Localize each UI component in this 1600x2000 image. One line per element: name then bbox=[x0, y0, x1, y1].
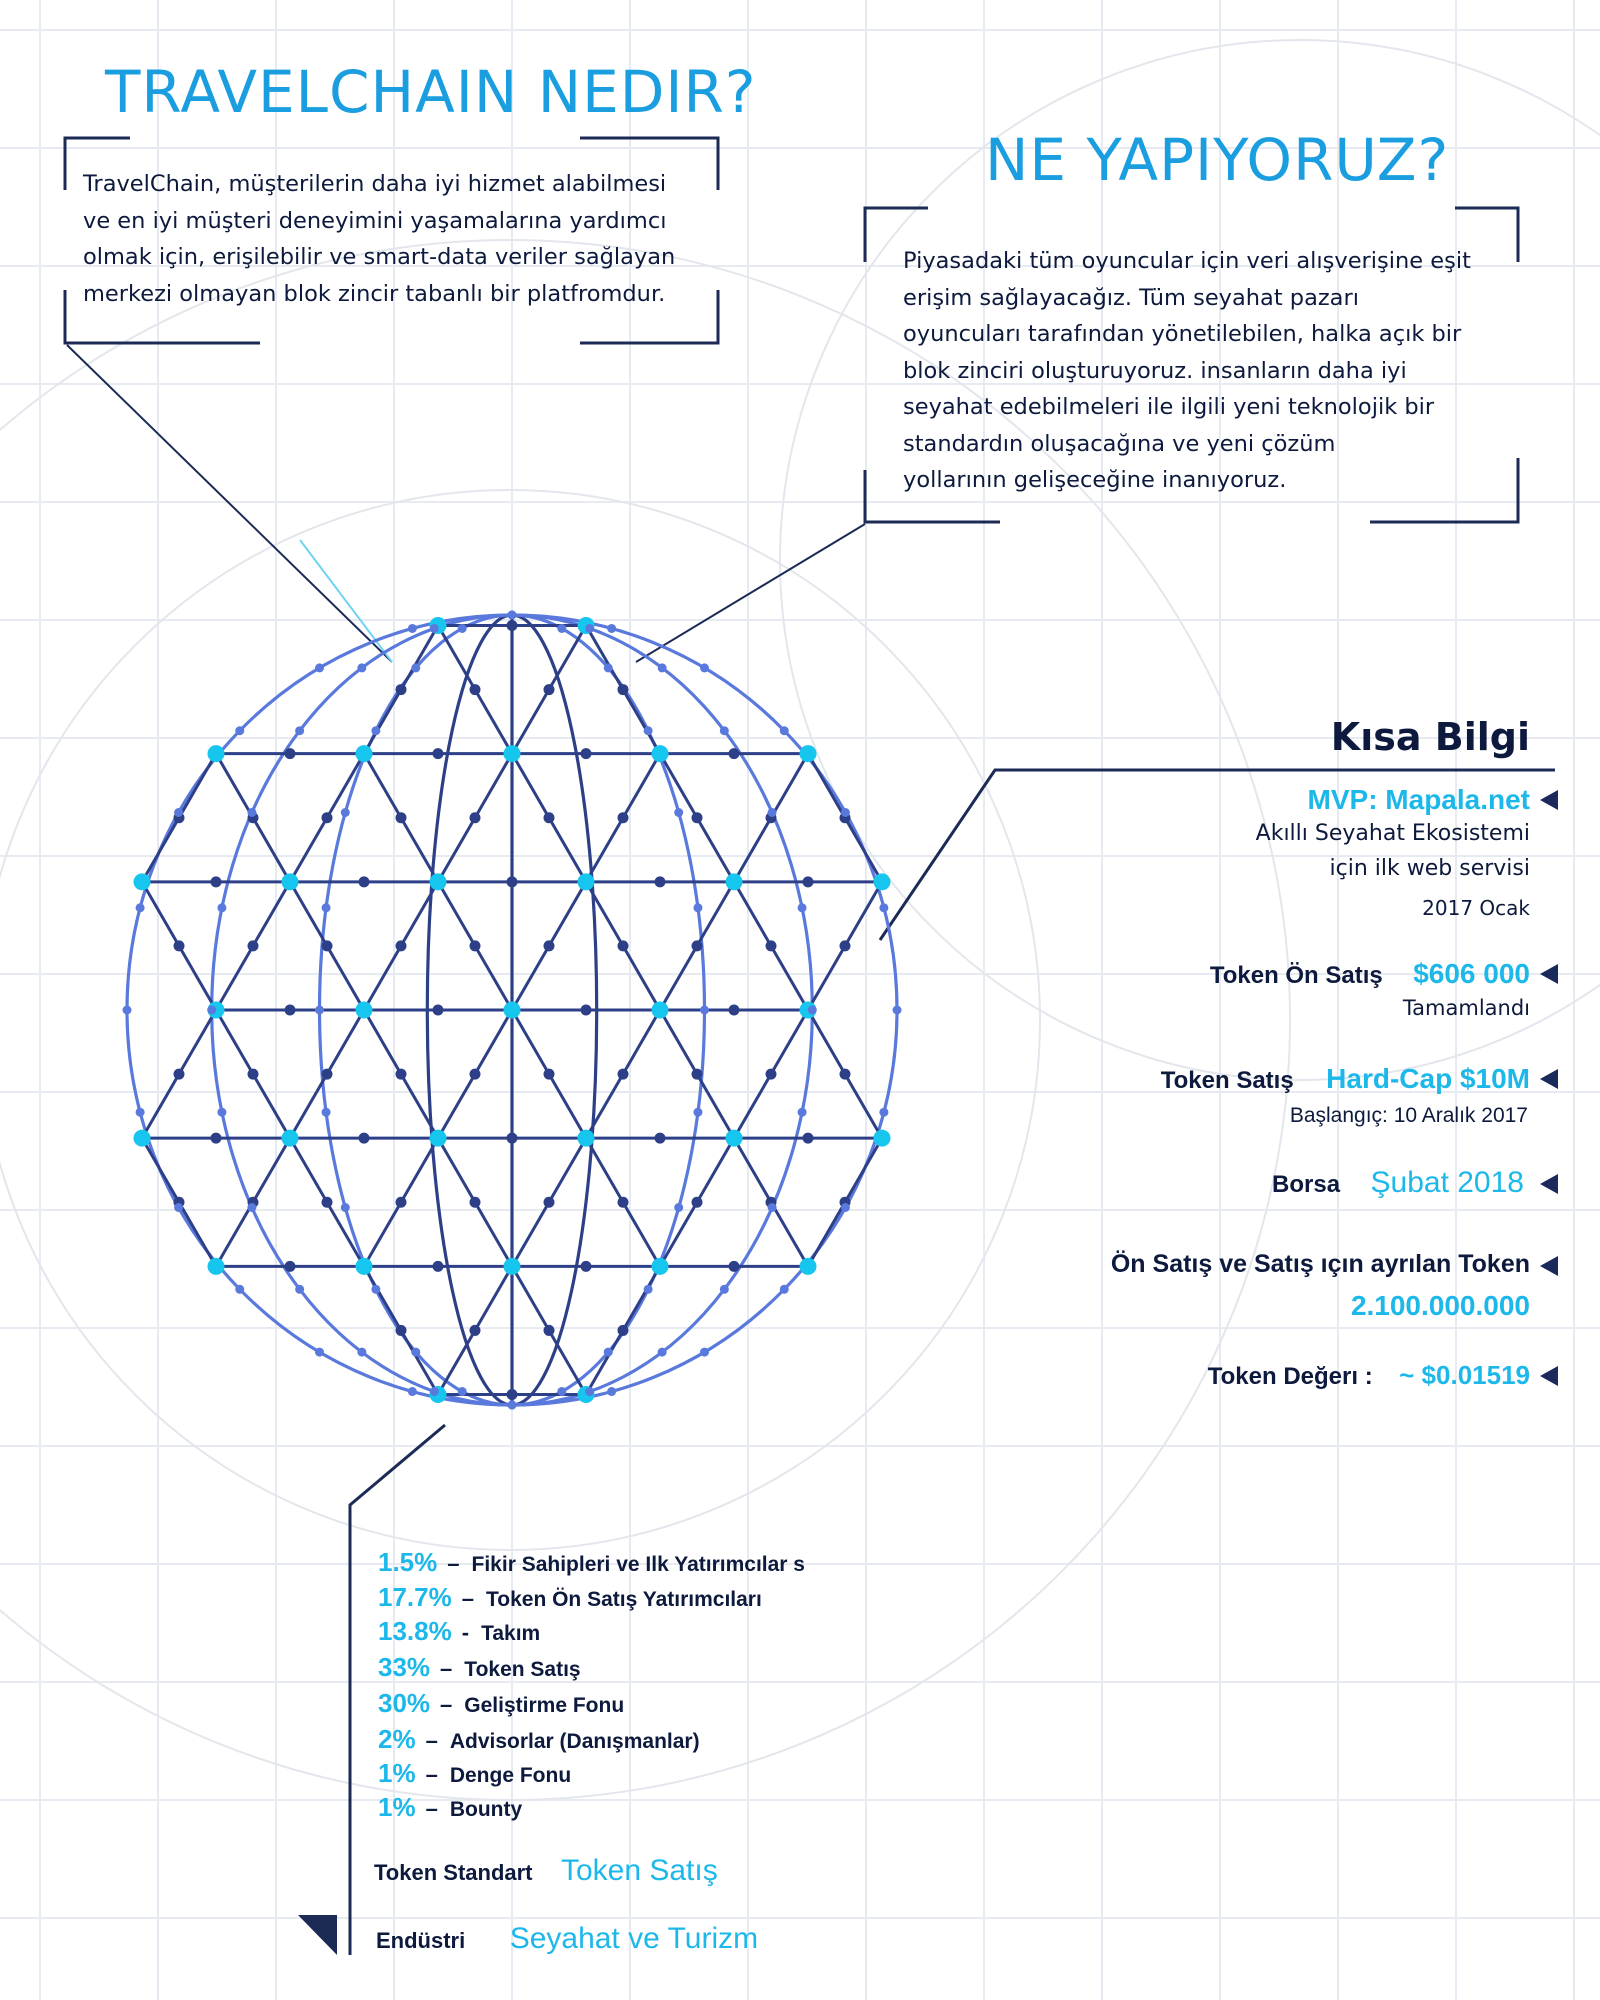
price-row bbox=[1208, 1360, 1530, 1391]
what-title: TRAVELCHAIN NEDIR? bbox=[105, 58, 757, 126]
exchange-row bbox=[1272, 1166, 1524, 1200]
distribution-dash: – bbox=[461, 1586, 474, 1611]
distribution-dash: – bbox=[447, 1551, 460, 1576]
distribution-row bbox=[378, 1650, 581, 1684]
distribution-row bbox=[378, 1790, 522, 1824]
price-label: Token Değerı : bbox=[1207, 1363, 1373, 1390]
corner-triangle-icon bbox=[298, 1915, 337, 1955]
distribution-label: Fikir Sahipleri ve Ilk Yatırımcılar s bbox=[471, 1553, 805, 1576]
distribution-dash: – bbox=[425, 1762, 438, 1787]
token-standard-value: Token Satış bbox=[560, 1854, 718, 1887]
sale-value: Hard-Cap $10M bbox=[1326, 1063, 1530, 1094]
left-triangle-icon bbox=[1538, 962, 1560, 986]
sale-start: Başlangıç: 10 Aralık 2017 bbox=[1289, 1104, 1528, 1127]
distribution-dash: – bbox=[440, 1692, 453, 1717]
distribution-dash: - bbox=[461, 1620, 470, 1645]
distribution-label: Token Satış bbox=[464, 1658, 581, 1681]
distribution-row bbox=[378, 1580, 762, 1614]
presale-label: Token Ön Satış bbox=[1209, 962, 1383, 989]
allocated-label: Ön Satış ve Satış ıçın ayrılan Token bbox=[1110, 1250, 1530, 1278]
do-line-4: blok zinciri oluşturuyoruz. insanların daha iyi bbox=[903, 357, 1407, 384]
do-line-5: seyahat edebilmeleri ile ilgili yeni teknolojik bir bbox=[903, 394, 1435, 420]
exchange-value: Şubat 2018 bbox=[1370, 1166, 1524, 1199]
what-line-3: olmak için, erişilebilir ve smart-data veriler sağlayan bbox=[83, 244, 676, 270]
do-line-3: oyuncuları tarafından yönetilebilen, halka açık bir bbox=[903, 321, 1462, 347]
distribution-row bbox=[378, 1614, 540, 1648]
distribution-percent: 1.5% bbox=[378, 1547, 438, 1577]
do-paragraph bbox=[903, 243, 1471, 499]
distribution-dash: – bbox=[440, 1656, 453, 1681]
distribution-percent: 1% bbox=[378, 1758, 416, 1788]
exchange-label: Borsa bbox=[1272, 1171, 1341, 1198]
mvp-line-1: Akıllı Seyahat Ekosistemi bbox=[1255, 821, 1530, 846]
do-line-7: yollarının gelişeceğine inanıyoruz. bbox=[903, 467, 1287, 493]
distribution-label: Takım bbox=[481, 1622, 541, 1645]
what-line-1: TravelChain, müşterilerin daha iyi hizmet alabilmesi bbox=[83, 171, 667, 197]
info-title: Kısa Bilgi bbox=[1330, 715, 1530, 759]
price-value: ~ $0.01519 bbox=[1399, 1360, 1530, 1390]
mvp-line-2: için ilk web servisi bbox=[1329, 856, 1530, 881]
do-line-2: erişim sağlayacağız. Tüm seyahat pazarı bbox=[903, 284, 1359, 311]
distribution-percent: 17.7% bbox=[378, 1582, 452, 1612]
distribution-percent: 2% bbox=[378, 1724, 416, 1754]
presale-value: $606 000 bbox=[1413, 958, 1530, 989]
do-line-1: Piyasadaki tüm oyuncular için veri alışverişine eşit bbox=[903, 248, 1471, 274]
sale-row bbox=[1161, 1063, 1530, 1095]
distribution-label: Denge Fonu bbox=[449, 1764, 572, 1787]
distribution-row bbox=[378, 1756, 571, 1790]
presale-row bbox=[1210, 958, 1530, 990]
distribution-percent: 1% bbox=[378, 1792, 416, 1822]
left-triangle-icon bbox=[1538, 1172, 1560, 1196]
what-line-4: merkezi olmayan blok zincir tabanlı bir platfromdur. bbox=[83, 280, 666, 307]
left-triangle-icon bbox=[1538, 1254, 1560, 1278]
token-standard-row bbox=[374, 1854, 718, 1888]
distribution-row bbox=[378, 1722, 700, 1756]
industry-row bbox=[376, 1922, 758, 1956]
token-standard-label: Token Standart bbox=[374, 1860, 533, 1885]
distribution-label: Token Ön Satış Yatırımcıları bbox=[485, 1588, 762, 1611]
distribution-dash: – bbox=[425, 1796, 438, 1821]
sale-label: Token Satış bbox=[1160, 1067, 1294, 1094]
left-triangle-icon bbox=[1538, 1364, 1560, 1388]
left-triangle-icon bbox=[1538, 1067, 1560, 1091]
presale-status: Tamamlandı bbox=[1402, 996, 1530, 1020]
industry-label: Endüstri bbox=[376, 1928, 466, 1953]
allocated-value: 2.100.000.000 bbox=[1350, 1290, 1530, 1321]
network-globe bbox=[123, 611, 902, 1410]
left-triangle-icon bbox=[1538, 788, 1560, 812]
distribution-percent: 13.8% bbox=[378, 1616, 452, 1646]
do-line-6: standardın oluşacağına ve yeni çözüm bbox=[903, 430, 1336, 457]
what-line-2: ve en iyi müşteri deneyimini yaşamalarına yardımcı bbox=[83, 207, 667, 234]
distribution-label: Advisorlar (Danışmanlar) bbox=[449, 1730, 700, 1753]
distribution-label: Bounty bbox=[449, 1798, 523, 1821]
what-paragraph bbox=[83, 166, 675, 312]
mvp-label: MVP: Mapala.net bbox=[1307, 784, 1530, 815]
distribution-percent: 30% bbox=[378, 1688, 431, 1718]
distribution-percent: 33% bbox=[378, 1652, 431, 1682]
distribution-row bbox=[378, 1545, 805, 1579]
industry-value: Seyahat ve Turizm bbox=[509, 1922, 759, 1955]
distribution-dash: – bbox=[425, 1728, 438, 1753]
distribution-label: Geliştirme Fonu bbox=[464, 1694, 625, 1717]
mvp-date: 2017 Ocak bbox=[1422, 896, 1530, 920]
distribution-row bbox=[378, 1686, 624, 1720]
do-title: NE YAPIYORUZ? bbox=[985, 126, 1450, 194]
